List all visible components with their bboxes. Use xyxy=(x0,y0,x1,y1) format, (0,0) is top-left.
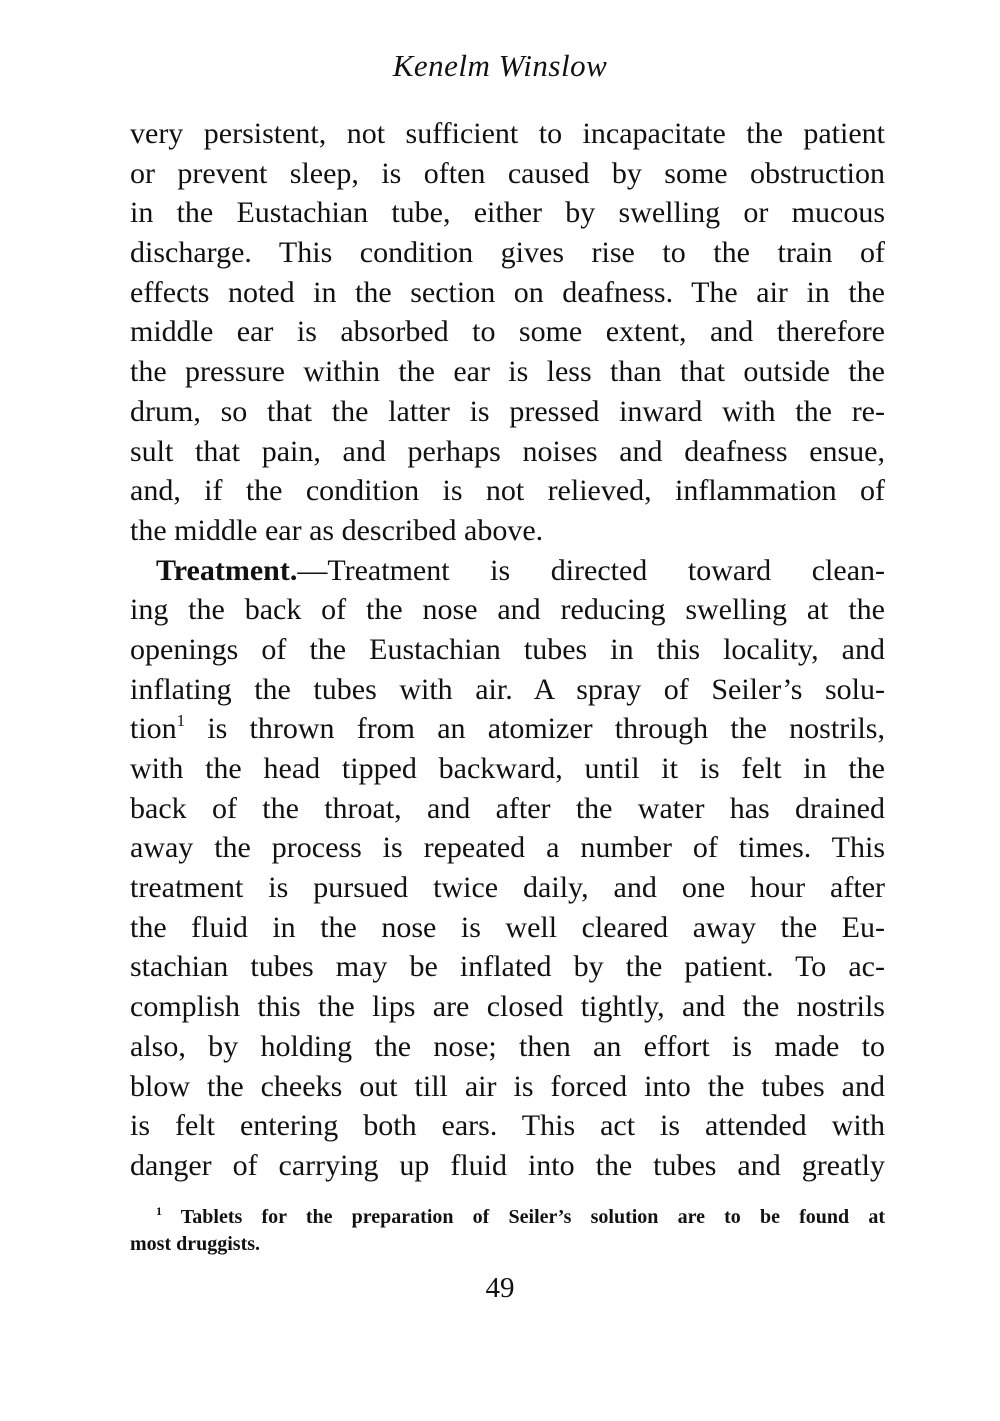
text-line: discharge. This condition gives rise to the train of xyxy=(130,236,885,270)
text-line: blow the cheeks out till air is forced into the tubes and xyxy=(130,1069,885,1103)
treatment-heading: Treatment. xyxy=(156,553,298,587)
text-line: complish this the lips are closed tightly, and the nostrils xyxy=(130,990,885,1024)
treatment-paragraph-cont xyxy=(130,749,885,1186)
text-fragment: is thrown from an atomizer through the nostrils, xyxy=(185,712,885,746)
text-line: inflating the tubes with air. A spray of Seiler’s solu- xyxy=(130,672,885,706)
footnote-line xyxy=(130,1204,885,1231)
footnote-reference: 1 xyxy=(176,711,186,731)
text-line: effects noted in the section on deafness. The air in the xyxy=(130,275,885,309)
text-line: treatment is pursued twice daily, and one hour after xyxy=(130,871,885,905)
text-line: middle ear is absorbed to some extent, and therefore xyxy=(130,315,885,349)
text-line: ing the back of the nose and reducing swelling at the xyxy=(130,593,885,627)
footnote-marker: 1 xyxy=(156,1204,162,1218)
text-line: —Treatment is directed toward clean- xyxy=(297,553,885,587)
text-line: stachian tubes may be inflated by the patient. To ac- xyxy=(130,950,885,984)
text-line: also, by holding the nose; then an effort is made to xyxy=(130,1029,885,1063)
text-line: in the Eustachian tube, either by swelling or mucous xyxy=(130,196,885,230)
text-line: very persistent, not sufficient to incapacitate the patient xyxy=(130,117,885,150)
text-line: sult that pain, and perhaps noises and deafness ensue, xyxy=(130,434,885,468)
text-line: and, if the condition is not relieved, inflammation of xyxy=(130,474,885,508)
text-line: away the process is repeated a number of times. This xyxy=(130,831,885,865)
text-line: the middle ear as described above. xyxy=(130,513,544,547)
footnote-text: Tablets for the preparation of Seiler’s solution are to be found at xyxy=(162,1206,885,1228)
text-fragment: tion xyxy=(130,712,177,746)
text-line-with-footnote-ref xyxy=(130,709,885,749)
text-line: the pressure within the ear is less than that outside the xyxy=(130,355,885,389)
text-line: is felt entering both ears. This act is attended with xyxy=(130,1109,885,1143)
footnote xyxy=(130,1204,885,1258)
text-line: the fluid in the nose is well cleared away the Eu- xyxy=(130,910,885,944)
page-number: 49 xyxy=(485,1272,515,1304)
running-header: Kenelm Winslow xyxy=(392,48,608,83)
footnote-line: most druggists. xyxy=(130,1233,261,1255)
treatment-paragraph xyxy=(130,590,885,709)
text-line: with the head tipped backward, until it is felt in the xyxy=(130,752,885,785)
text-line: or prevent sleep, is often caused by some obstruction xyxy=(130,156,885,190)
text-line: danger of carrying up fluid into the tubes and greatly xyxy=(130,1148,885,1182)
body-text xyxy=(130,114,885,1186)
text-line: openings of the Eustachian tubes in this locality, and xyxy=(130,632,885,666)
text-line: drum, so that the latter is pressed inward with the re- xyxy=(130,394,885,428)
treatment-paragraph-first-line xyxy=(130,551,885,591)
paragraph-continued xyxy=(130,114,885,551)
text-line: back of the throat, and after the water has drained xyxy=(130,791,885,825)
